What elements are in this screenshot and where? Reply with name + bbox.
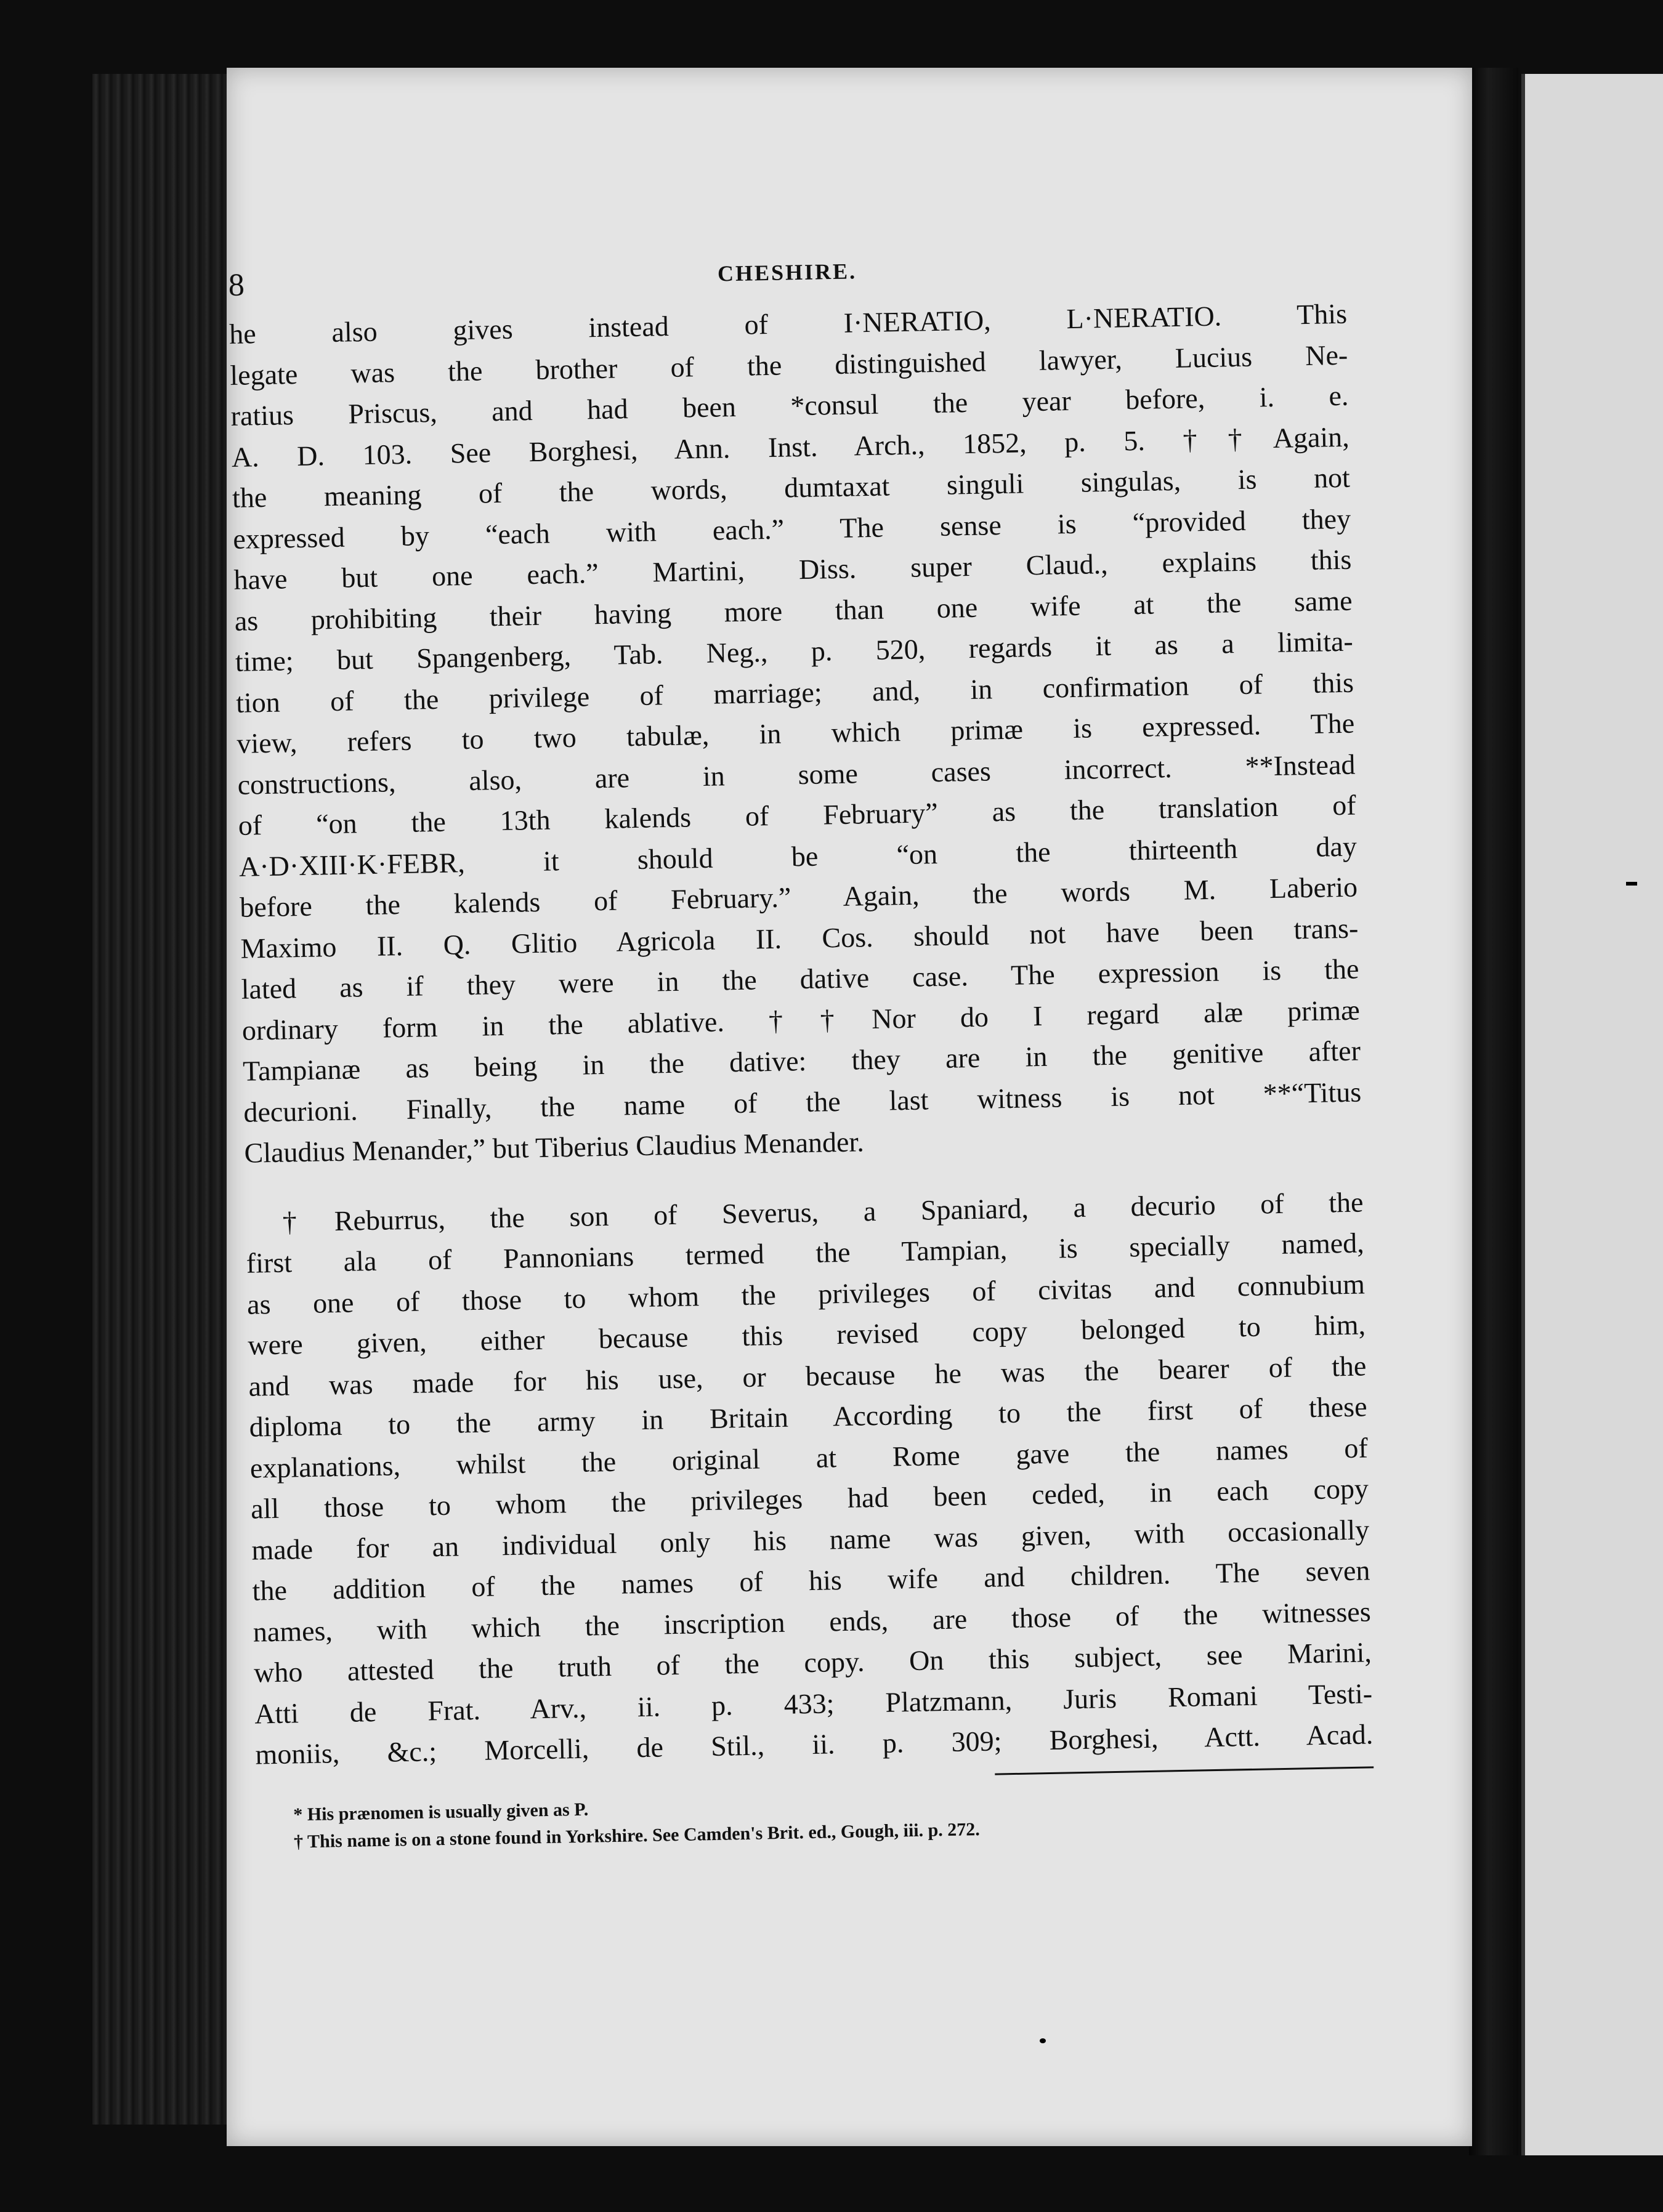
text-line: first ala of Pannonians termed the Tampian, is specially named,	[246, 1227, 1365, 1279]
margin-mark	[1626, 882, 1637, 886]
text-line: legate was the brother of the distinguished lawyer, Lucius Ne-	[229, 339, 1348, 391]
text-line: Tampianæ as being in the dative: they are in the genitive after	[242, 1035, 1361, 1087]
text-line: were given, either because this revised copy belonged to him,	[247, 1309, 1366, 1361]
text-line: Claudius Menander,” but Tiberius Claudius Menander.	[244, 1126, 865, 1169]
text-line: before the kalends of February.” Again, the words M. Laberio	[239, 871, 1358, 923]
text-line: Maximo II. Q. Glitio Agricola II. Cos. should not have been trans-	[240, 912, 1359, 964]
text-line: and was made for his use, or because he was the bearer of the	[248, 1349, 1367, 1402]
text-line: Atti de Frat. Arv., ii. p. 433; Platzmann, Juris Romani Testi-	[254, 1677, 1373, 1730]
text-line: diploma to the army in Britain According to the first of these	[249, 1391, 1367, 1443]
text-line: decurioni. Finally, the name of the last witness is not **“Titus	[243, 1076, 1362, 1128]
text-line: moniis, &c.; Morcelli, de Stil., ii. p. 309; Borghesi, Actt. Acad.	[255, 1718, 1374, 1770]
text-line: as prohibiting their having more than one wife at the same	[234, 584, 1353, 637]
text-line: ratius Priscus, and had been *consul the year before, i. e.	[230, 379, 1349, 432]
page-gutter-shadow	[1469, 68, 1518, 2155]
text-line: A. D. 103. See Borghesi, Ann. Inst. Arch., 1852, p. 5. ††Again,	[231, 421, 1350, 473]
ink-speck	[1040, 2038, 1046, 2043]
body-paragraph-1	[229, 294, 1362, 1174]
text-line: explanations, whilst the original at Rome gave the names of	[249, 1431, 1369, 1484]
text-line: he also gives instead of I·NERATIO, L·NERATIO. This	[229, 297, 1348, 350]
text-line: who attested the truth of the copy. On this subject, see Marini,	[253, 1636, 1372, 1689]
book-binding-edge	[92, 74, 234, 2125]
adjacent-page-edge	[1521, 74, 1663, 2155]
text-line: all those to whom the privileges had been ceded, in each copy	[250, 1472, 1369, 1525]
text-line: time; but Spangenberg, Tab. Neg., p. 520, regards it as a limita-	[235, 625, 1354, 677]
page-content	[228, 238, 1375, 1856]
text-line: names, with which the inscription ends, are those of the witnesses	[253, 1595, 1372, 1648]
text-line: of “on the 13th kalends of February” as the translation of	[238, 789, 1357, 841]
text-line: the meaning of the words, dumtaxat singuli singulas, is not	[232, 461, 1351, 514]
text-line: †Reburrus, the son of Severus, a Spaniard, a decurio of the	[282, 1185, 1364, 1238]
text-line: lated as if they were in the dative case. The expression is the	[241, 953, 1359, 1005]
body-paragraph-2-cont	[246, 1222, 1374, 1775]
text-line: expressed by “each with each.” The sense is “provided they	[232, 503, 1351, 555]
text-line: view, refers to two tabulæ, in which primæ is expressed. The	[236, 707, 1355, 759]
text-line: made for an individual only his name was given, with occasionally	[251, 1513, 1370, 1566]
footnote-rule	[995, 1766, 1374, 1775]
page-number: 8	[228, 267, 245, 303]
text-line: have but one each.” Martini, Diss. super Claud., explains this	[233, 543, 1352, 595]
text-line: the addition of the names of his wife and children. The seven	[252, 1554, 1370, 1607]
footnote: * His prænomen is usually given as P.	[293, 1799, 589, 1825]
text-line: constructions, also, are in some cases incorrect. **Instead	[237, 748, 1356, 801]
text-line: tion of the privilege of marriage; and, in confirmation of this	[235, 666, 1354, 719]
footnote: † This name is on a stone found in Yorkshire. See Camden's Brit. ed., Gough, iii. p. 272.	[293, 1818, 981, 1852]
text-line: as one of those to whom the privileges of civitas and connubium	[246, 1267, 1366, 1320]
running-head: CHESHIRE.	[717, 259, 857, 286]
text-line: ordinary form in the ablative. ††Nor do I regard alæ primæ	[241, 994, 1361, 1046]
text-line: A·D·XIII·K·FEBR, it should be “on the thirteenth day	[238, 830, 1358, 882]
